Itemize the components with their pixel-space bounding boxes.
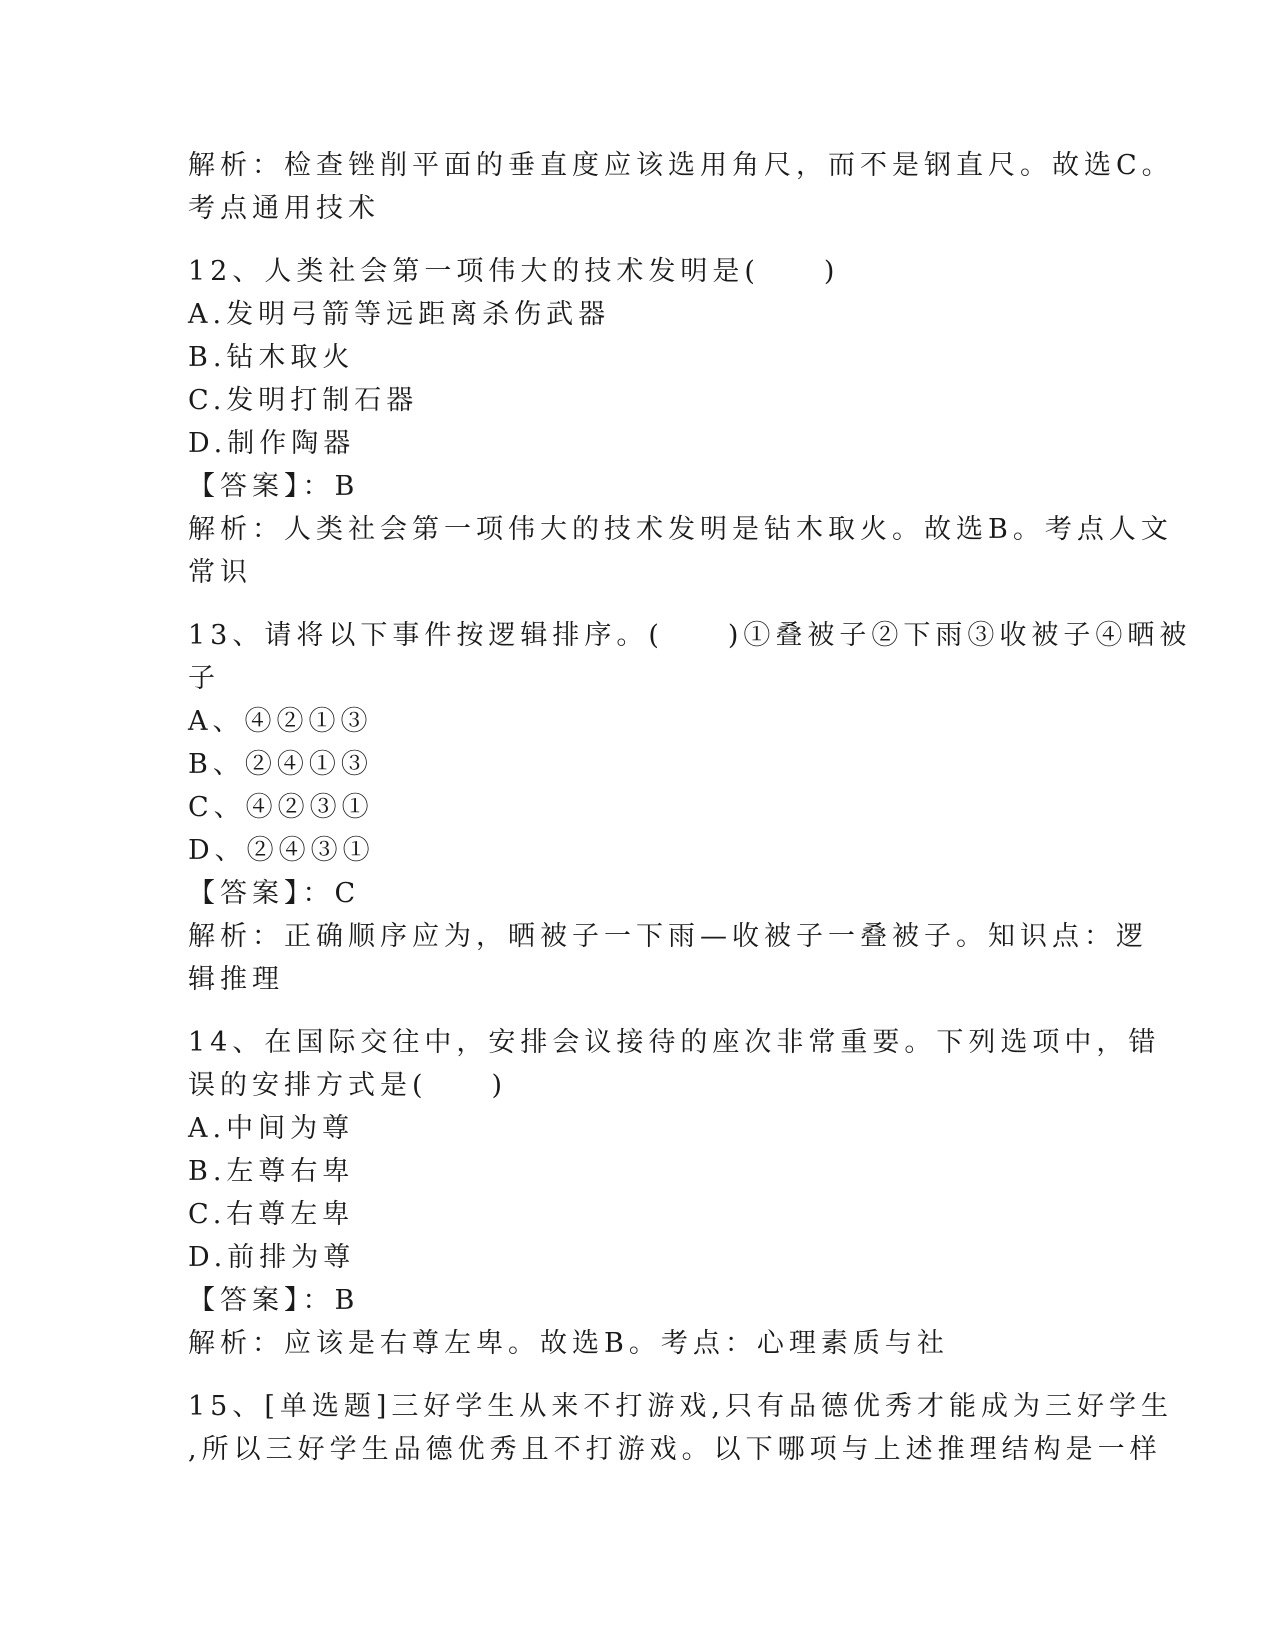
analysis-block-q11 [188, 144, 1174, 230]
question-14 [188, 1021, 1161, 1365]
question-12 [188, 250, 1173, 594]
analysis-text: 解析：人类社会第一项伟大的技术发明是钻木取火。故选B。考点人文 [188, 514, 1173, 545]
option-d: D、②④③① [188, 835, 375, 866]
question-13 [188, 614, 1192, 1001]
answer: 【答案】：B [188, 1285, 360, 1316]
question-stem: 14、在国际交往中，安排会议接待的座次非常重要。下列选项中，错 [188, 1027, 1161, 1058]
option-a: A.发明弓箭等远距离杀伤武器 [188, 299, 611, 330]
option-c: C、④②③① [188, 792, 374, 823]
analysis-text: 解析：正确顺序应为，晒被子一下雨—收被子一叠被子。知识点：逻 [188, 921, 1148, 952]
answer: 【答案】：C [188, 878, 361, 909]
option-b: B.钻木取火 [188, 342, 355, 373]
option-c: C.右尊左卑 [188, 1199, 355, 1230]
option-a: A.中间为尊 [188, 1113, 355, 1144]
analysis-text: 解析：应该是右尊左卑。故选B。考点：心理素质与社 [188, 1328, 949, 1359]
option-b: B.左尊右卑 [188, 1156, 355, 1187]
option-d: D.制作陶器 [188, 428, 356, 459]
question-stem-cont: 子 [188, 663, 220, 694]
option-c: C.发明打制石器 [188, 385, 419, 416]
analysis-text-cont: 常识 [188, 557, 252, 588]
document-page [188, 144, 1192, 1471]
question-stem: 15、[单选题]三好学生从来不打游戏,只有品德优秀才能成为三好学生 [188, 1391, 1174, 1422]
option-a: A、④②①③ [188, 706, 373, 737]
option-d: D.前排为尊 [188, 1242, 356, 1273]
question-stem: 13、请将以下事件按逻辑排序。( )①叠被子②下雨③收被子④晒被 [188, 620, 1192, 651]
option-b: B、②④①③ [188, 749, 373, 780]
question-stem: 12、人类社会第一项伟大的技术发明是( ) [188, 256, 840, 287]
analysis-text-cont: 辑推理 [188, 964, 284, 995]
question-stem-cont: ,所以三好学生品德优秀且不打游戏。以下哪项与上述推理结构是一样 [188, 1434, 1162, 1465]
answer: 【答案】：B [188, 471, 360, 502]
question-stem-cont: 误的安排方式是( ) [188, 1070, 508, 1101]
question-15 [188, 1385, 1174, 1471]
knowledge-point: 考点通用技术 [188, 193, 380, 224]
analysis-text: 解析：检查锉削平面的垂直度应该选用角尺，而不是钢直尺。故选C。 [188, 150, 1174, 181]
